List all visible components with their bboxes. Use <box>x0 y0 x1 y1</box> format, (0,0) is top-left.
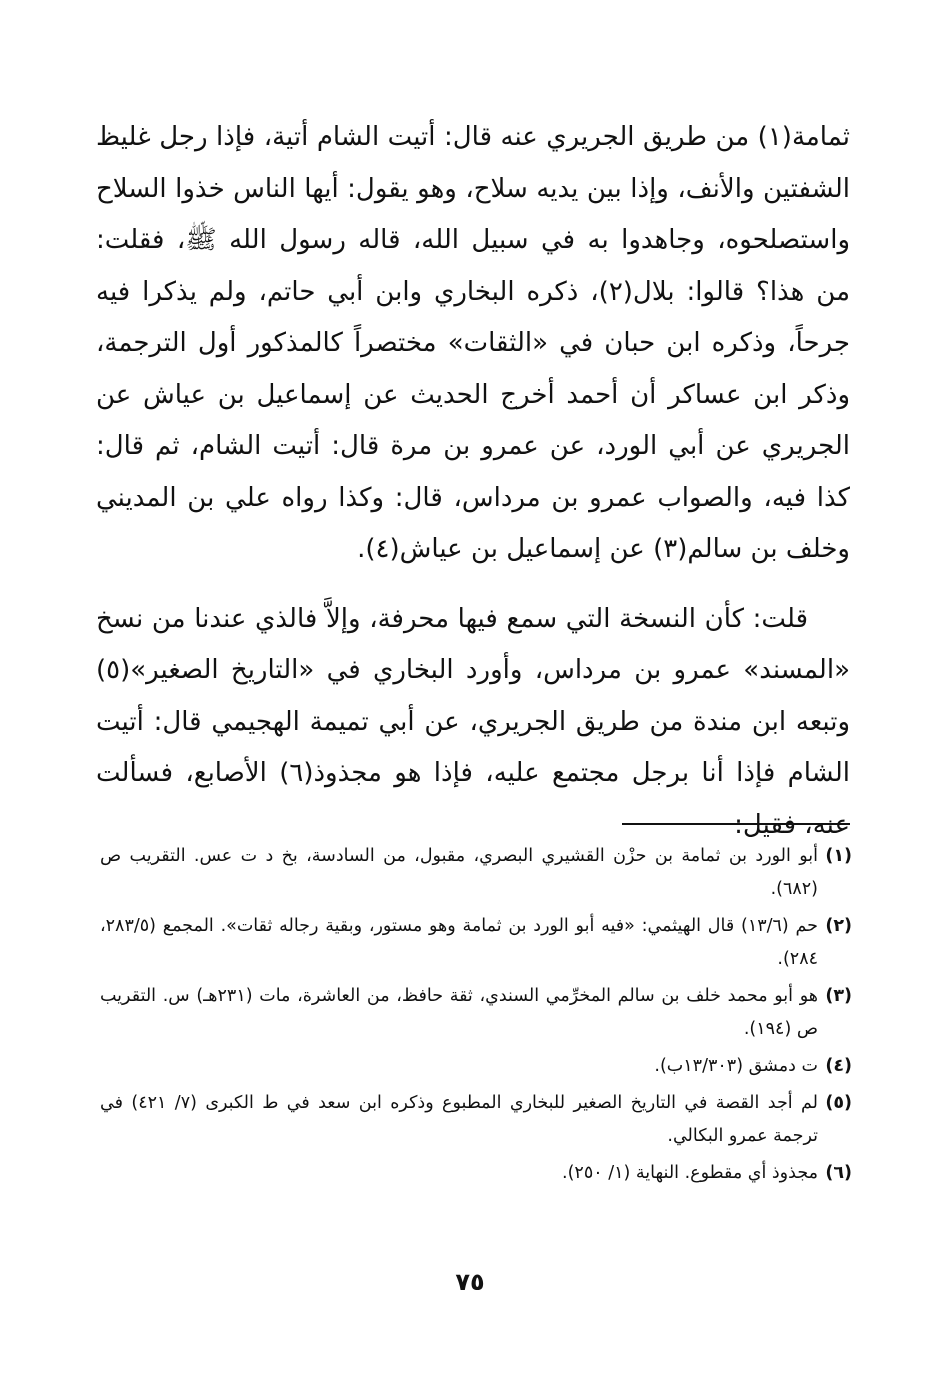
footnotes-list <box>100 840 852 1194</box>
footnote-1 <box>100 840 852 906</box>
main-text <box>96 112 850 851</box>
footnote-2 <box>100 910 852 976</box>
footnote-number: (١) <box>825 846 852 866</box>
footnote-6 <box>100 1157 852 1190</box>
footnote-separator <box>622 823 850 825</box>
footnote-3 <box>100 980 852 1046</box>
footnote-text: لم أجد القصة في التاريخ الصغير للبخاري المطبوع وذكره ابن سعد في ط الكبرى (٧/ ٤٢١) في ترجمة عمرو البكالي. <box>100 1093 818 1146</box>
footnote-number: (٥) <box>825 1093 852 1113</box>
page-number: ٧٥ <box>455 1268 485 1296</box>
footnote-number: (٦) <box>825 1163 852 1183</box>
footnote-text: حم (١٣/٦) قال الهيثمي: «فيه أبو الورد بن ثمامة وهو مستور، وبقية رجاله ثقات». المجمع (٢٨٣/٥، ٢٨٤). <box>100 916 818 969</box>
footnote-text: هو أبو محمد خلف بن سالم المخرِّمي السندي، ثقة حافظ، من العاشرة، مات (٢٣١هـ) س. التقريب ص (١٩٤). <box>100 986 818 1039</box>
footnote-4 <box>100 1050 852 1083</box>
paragraph-2: قلت: كأن النسخة التي سمع فيها محرفة، وإلاَّ فالذي عندنا من نسخ «المسند» عمرو بن مرداس، وأورد البخاري في «التاريخ الصغير»(٥) وتبعه ابن مندة من طريق الجريري، عن أبي تميمة الهجيمي قال: أتيت الشام فإذا أنا برجل مجتمع عليه، فإذا هو مجذوذ(٦) الأصابع، فسألت عنه، فقيل: <box>96 603 850 840</box>
footnote-5 <box>100 1087 852 1153</box>
footnote-text: مجذوذ أي مقطوع. النهاية (١/ ٢٥٠). <box>562 1163 818 1183</box>
footnote-number: (٣) <box>825 986 852 1006</box>
footnote-number: (٢) <box>825 916 852 936</box>
footnote-text: أبو الورد بن ثمامة بن حزْن القشيري البصري، مقبول، من السادسة، بخ د ت عس. التقريب ص (٦٨٢). <box>100 846 818 899</box>
footnote-number: (٤) <box>825 1056 852 1076</box>
paragraph-1: ثمامة(١) من طريق الجريري عنه قال: أتيت الشام أتية، فإذا رجل غليظ الشفتين والأنف، وإذا بين يديه سلاح، وهو يقول: أيها الناس خذوا السلاح واستصلحوه، وجاهدوا به في سبيل الله، قاله رسول الله ﷺ، فقلت: من هذا؟ قالوا: بلال(٢)، ذكره البخاري وابن أبي حاتم، ولم يذكرا فيه جرحاً، وذكره ابن حبان في «الثقات» مختصراً كالمذكور أول الترجمة، وذكر ابن عساكر أن أحمد أخرج الحديث عن إسماعيل بن عياش عن الجريري عن أبي الورد، عن عمرو بن مرة قال: أتيت الشام، ثم قال: كذا فيه، والصواب عمرو بن مرداس، قال: وكذا رواه علي بن المديني وخلف بن سالم(٣) عن إسماعيل بن عياش(٤). <box>96 122 850 564</box>
footnote-text: ت دمشق (١٣/٣٠٣ب). <box>654 1056 818 1076</box>
